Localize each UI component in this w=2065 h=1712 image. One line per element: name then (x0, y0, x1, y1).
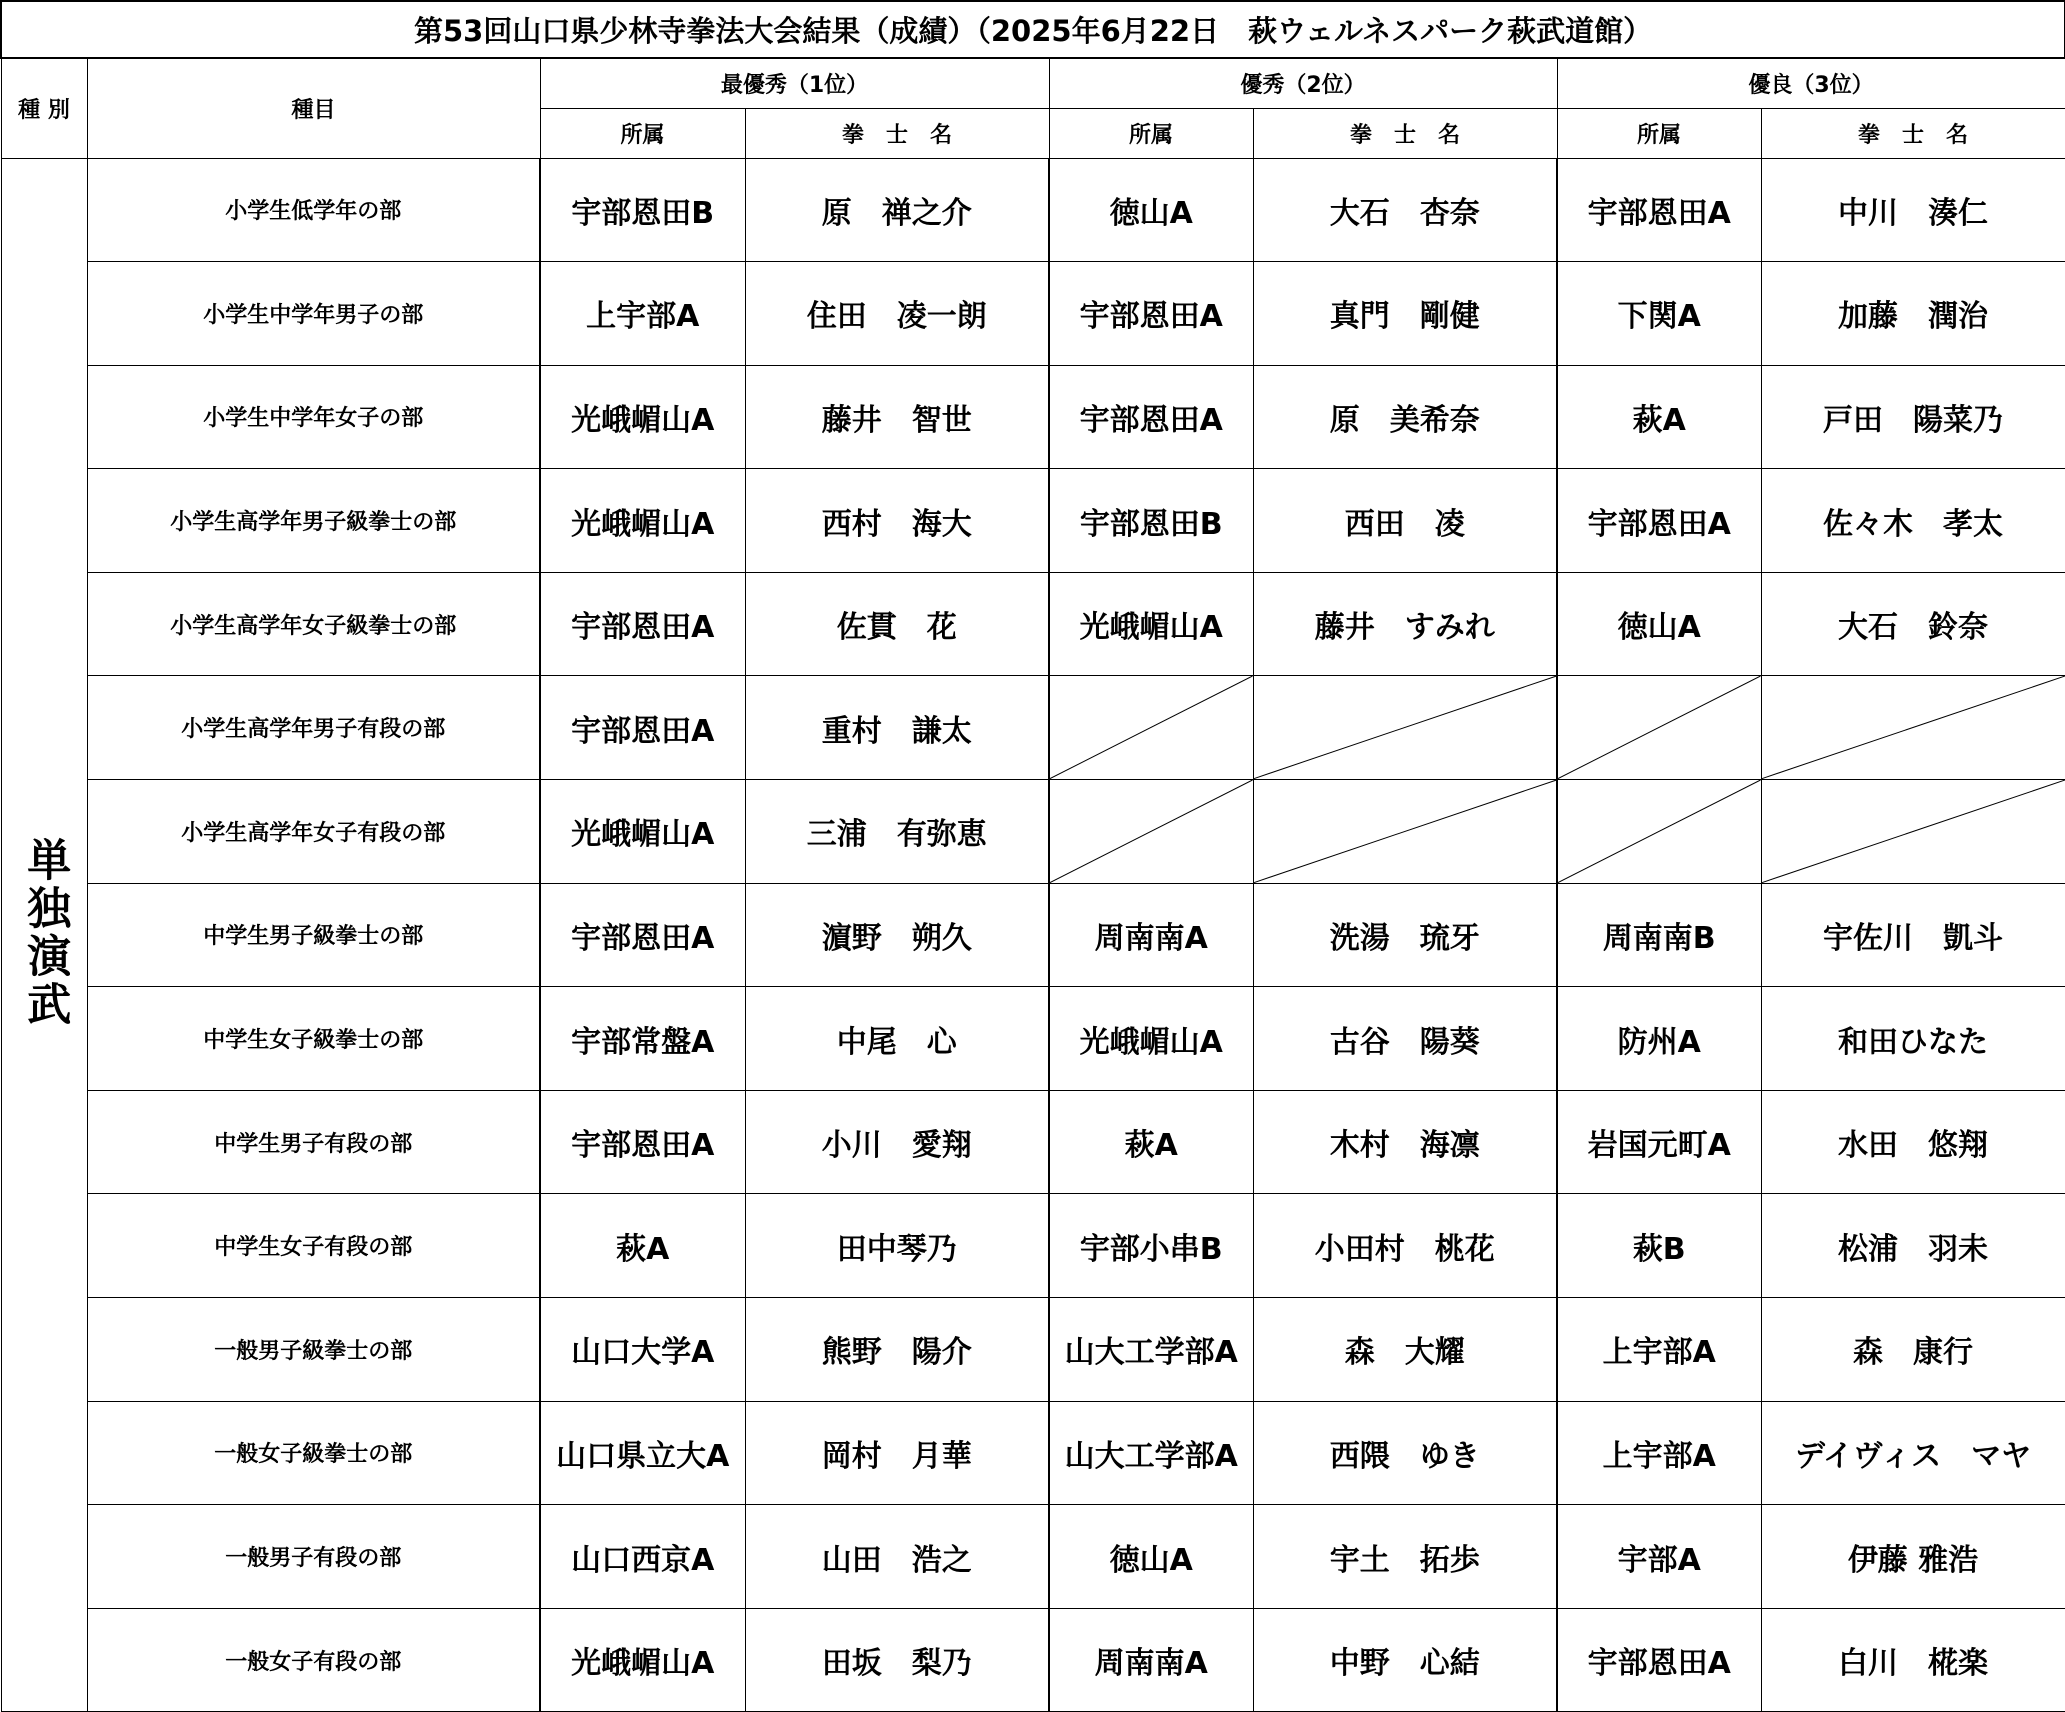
athlete-name-cell: 原 美希奈 (1253, 365, 1557, 469)
diagonal-strike (1254, 780, 1557, 883)
event-name: 一般女子級拳士の部 (87, 1401, 540, 1505)
diagonal-strike (1558, 676, 1761, 779)
athlete-name-cell: 小田村 桃花 (1253, 1194, 1557, 1298)
affiliation-cell: 下関A (1557, 262, 1761, 366)
header-affiliation: 所属 (1049, 108, 1253, 158)
empty-result-cell (1761, 676, 2065, 780)
diagonal-strike (1762, 780, 2065, 883)
table-row (1, 262, 2065, 366)
affiliation-cell: 山大工学部A (1049, 1298, 1253, 1402)
event-name: 一般男子級拳士の部 (87, 1298, 540, 1402)
affiliation-cell: 光峨嵋山A (540, 780, 745, 884)
affiliation-cell: 宇部恩田A (540, 676, 745, 780)
table-row (1, 469, 2065, 573)
event-name: 中学生女子級拳士の部 (87, 987, 540, 1091)
diagonal-strike (1762, 676, 2065, 779)
page-title: 第53回山口県少林寺拳法大会結果（成績）（2025年6月22日 萩ウェルネスパーク萩武道館） (1, 1, 2065, 58)
empty-result-cell (1253, 676, 1557, 780)
diagonal-line (1254, 780, 1557, 883)
affiliation-cell: 光峨嵋山A (540, 469, 745, 573)
table-row (1, 883, 2065, 987)
athlete-name-cell: 藤井 智世 (745, 365, 1049, 469)
table-row (1, 365, 2065, 469)
athlete-name-cell: 田中琴乃 (745, 1194, 1049, 1298)
empty-result-cell (1761, 780, 2065, 884)
diagonal-line (1558, 676, 1761, 779)
athlete-name-cell: 三浦 有弥恵 (745, 780, 1049, 884)
header-rank-2: 優秀（2位） (1049, 58, 1557, 108)
diagonal-strike (1254, 676, 1557, 779)
table-row (1, 676, 2065, 780)
affiliation-cell: 岩国元町A (1557, 1090, 1761, 1194)
empty-result-cell (1557, 780, 1761, 884)
table-row (1, 572, 2065, 676)
athlete-name-cell: 重村 謙太 (745, 676, 1049, 780)
affiliation-cell: 萩A (540, 1194, 745, 1298)
event-name: 小学生中学年男子の部 (87, 262, 540, 366)
affiliation-cell: 山口大学A (540, 1298, 745, 1402)
athlete-name-cell: 木村 海凛 (1253, 1090, 1557, 1194)
affiliation-cell: 山大工学部A (1049, 1401, 1253, 1505)
header-event: 種目 (87, 58, 540, 158)
affiliation-cell: 周南南B (1557, 883, 1761, 987)
category-label: 単独演武 (19, 836, 71, 1029)
table-row (1, 1401, 2065, 1505)
athlete-name-cell: 大石 鈴奈 (1761, 572, 2065, 676)
diagonal-line (1050, 780, 1253, 883)
affiliation-cell: 宇部恩田A (1557, 158, 1761, 262)
athlete-name-cell: 田坂 梨乃 (745, 1608, 1049, 1712)
athlete-name-cell: 佐貫 花 (745, 572, 1049, 676)
athlete-name-cell: 加藤 潤治 (1761, 262, 2065, 366)
athlete-name-cell: 松浦 羽未 (1761, 1194, 2065, 1298)
athlete-name-cell: 岡村 月華 (745, 1401, 1049, 1505)
diagonal-line (1050, 676, 1253, 779)
athlete-name-cell: デイヴィス マヤ (1761, 1401, 2065, 1505)
athlete-name-cell: 大石 杏奈 (1253, 158, 1557, 262)
affiliation-cell: 防州A (1557, 987, 1761, 1091)
affiliation-cell: 宇部恩田A (1049, 365, 1253, 469)
header-name: 拳 士 名 (745, 108, 1049, 158)
athlete-name-cell: 宇土 拓歩 (1253, 1505, 1557, 1609)
athlete-name-cell: 西村 海大 (745, 469, 1049, 573)
affiliation-cell: 宇部恩田B (540, 158, 745, 262)
athlete-name-cell: 森 康行 (1761, 1298, 2065, 1402)
affiliation-cell: 宇部恩田A (540, 883, 745, 987)
athlete-name-cell: 中川 湊仁 (1761, 158, 2065, 262)
table-row (1, 1298, 2065, 1402)
diagonal-line (1762, 780, 2065, 883)
athlete-name-cell: 中野 心結 (1253, 1608, 1557, 1712)
athlete-name-cell: 古谷 陽葵 (1253, 987, 1557, 1091)
affiliation-cell: 萩B (1557, 1194, 1761, 1298)
table-row (1, 780, 2065, 884)
athlete-name-cell: 森 大耀 (1253, 1298, 1557, 1402)
event-name: 中学生男子有段の部 (87, 1090, 540, 1194)
event-name: 小学生低学年の部 (87, 158, 540, 262)
athlete-name-cell: 熊野 陽介 (745, 1298, 1049, 1402)
affiliation-cell: 光峨嵋山A (540, 365, 745, 469)
athlete-name-cell: 西田 凌 (1253, 469, 1557, 573)
category-cell (1, 158, 87, 1712)
affiliation-cell: 萩A (1049, 1090, 1253, 1194)
athlete-name-cell: 住田 凌一朗 (745, 262, 1049, 366)
affiliation-cell: 萩A (1557, 365, 1761, 469)
affiliation-cell: 宇部常盤A (540, 987, 745, 1091)
table-row (1, 1194, 2065, 1298)
diagonal-line (1762, 676, 2065, 779)
diagonal-line (1558, 780, 1761, 883)
athlete-name-cell: 中尾 心 (745, 987, 1049, 1091)
affiliation-cell: 徳山A (1049, 1505, 1253, 1609)
affiliation-cell: 宇部恩田A (1557, 469, 1761, 573)
header-rank-3: 優良（3位） (1557, 58, 2065, 108)
affiliation-cell: 上宇部A (1557, 1298, 1761, 1402)
athlete-name-cell: 伊藤 雅浩 (1761, 1505, 2065, 1609)
affiliation-cell: 宇部恩田B (1049, 469, 1253, 573)
affiliation-cell: 山口西京A (540, 1505, 745, 1609)
empty-result-cell (1253, 780, 1557, 884)
header-affiliation: 所属 (1557, 108, 1761, 158)
affiliation-cell: 山口県立大A (540, 1401, 745, 1505)
affiliation-cell: 宇部小串B (1049, 1194, 1253, 1298)
diagonal-line (1254, 676, 1557, 779)
affiliation-cell: 光峨嵋山A (1049, 572, 1253, 676)
event-name: 小学生高学年女子級拳士の部 (87, 572, 540, 676)
athlete-name-cell: 佐々木 孝太 (1761, 469, 2065, 573)
event-name: 小学生中学年女子の部 (87, 365, 540, 469)
table-row (1, 1608, 2065, 1712)
table-row (1, 1090, 2065, 1194)
affiliation-cell: 宇部A (1557, 1505, 1761, 1609)
header-type: 種 別 (1, 58, 87, 158)
athlete-name-cell: 和田ひなた (1761, 987, 2065, 1091)
affiliation-cell: 光峨嵋山A (1049, 987, 1253, 1091)
affiliation-cell: 上宇部A (540, 262, 745, 366)
header-name: 拳 士 名 (1761, 108, 2065, 158)
event-name: 一般女子有段の部 (87, 1608, 540, 1712)
event-name: 小学生高学年女子有段の部 (87, 780, 540, 884)
event-name: 一般男子有段の部 (87, 1505, 540, 1609)
header-affiliation: 所属 (540, 108, 745, 158)
affiliation-cell: 徳山A (1049, 158, 1253, 262)
empty-result-cell (1049, 676, 1253, 780)
affiliation-cell: 宇部恩田A (1049, 262, 1253, 366)
event-name: 中学生女子有段の部 (87, 1194, 540, 1298)
results-body (1, 158, 2065, 1712)
empty-result-cell (1049, 780, 1253, 884)
athlete-name-cell: 水田 悠翔 (1761, 1090, 2065, 1194)
event-name: 小学生高学年男子級拳士の部 (87, 469, 540, 573)
affiliation-cell: 周南南A (1049, 883, 1253, 987)
athlete-name-cell: 真門 剛健 (1253, 262, 1557, 366)
diagonal-strike (1558, 780, 1761, 883)
athlete-name-cell: 宇佐川 凱斗 (1761, 883, 2065, 987)
table-row (1, 987, 2065, 1091)
affiliation-cell: 周南南A (1049, 1608, 1253, 1712)
diagonal-strike (1050, 780, 1253, 883)
affiliation-cell: 宇部恩田A (1557, 1608, 1761, 1712)
affiliation-cell: 宇部恩田A (540, 1090, 745, 1194)
affiliation-cell: 上宇部A (1557, 1401, 1761, 1505)
header-name: 拳 士 名 (1253, 108, 1557, 158)
table-row (1, 158, 2065, 262)
empty-result-cell (1557, 676, 1761, 780)
athlete-name-cell: 洗湯 琉牙 (1253, 883, 1557, 987)
event-name: 中学生男子級拳士の部 (87, 883, 540, 987)
diagonal-strike (1050, 676, 1253, 779)
athlete-name-cell: 原 禅之介 (745, 158, 1049, 262)
event-name: 小学生高学年男子有段の部 (87, 676, 540, 780)
athlete-name-cell: 山田 浩之 (745, 1505, 1049, 1609)
table-row (1, 1505, 2065, 1609)
affiliation-cell: 宇部恩田A (540, 572, 745, 676)
athlete-name-cell: 濵野 朔久 (745, 883, 1049, 987)
athlete-name-cell: 白川 椛楽 (1761, 1608, 2065, 1712)
header-rank-1: 最優秀（1位） (540, 58, 1049, 108)
affiliation-cell: 徳山A (1557, 572, 1761, 676)
affiliation-cell: 光峨嵋山A (540, 1608, 745, 1712)
athlete-name-cell: 西隈 ゆき (1253, 1401, 1557, 1505)
athlete-name-cell: 藤井 すみれ (1253, 572, 1557, 676)
athlete-name-cell: 戸田 陽菜乃 (1761, 365, 2065, 469)
athlete-name-cell: 小川 愛翔 (745, 1090, 1049, 1194)
